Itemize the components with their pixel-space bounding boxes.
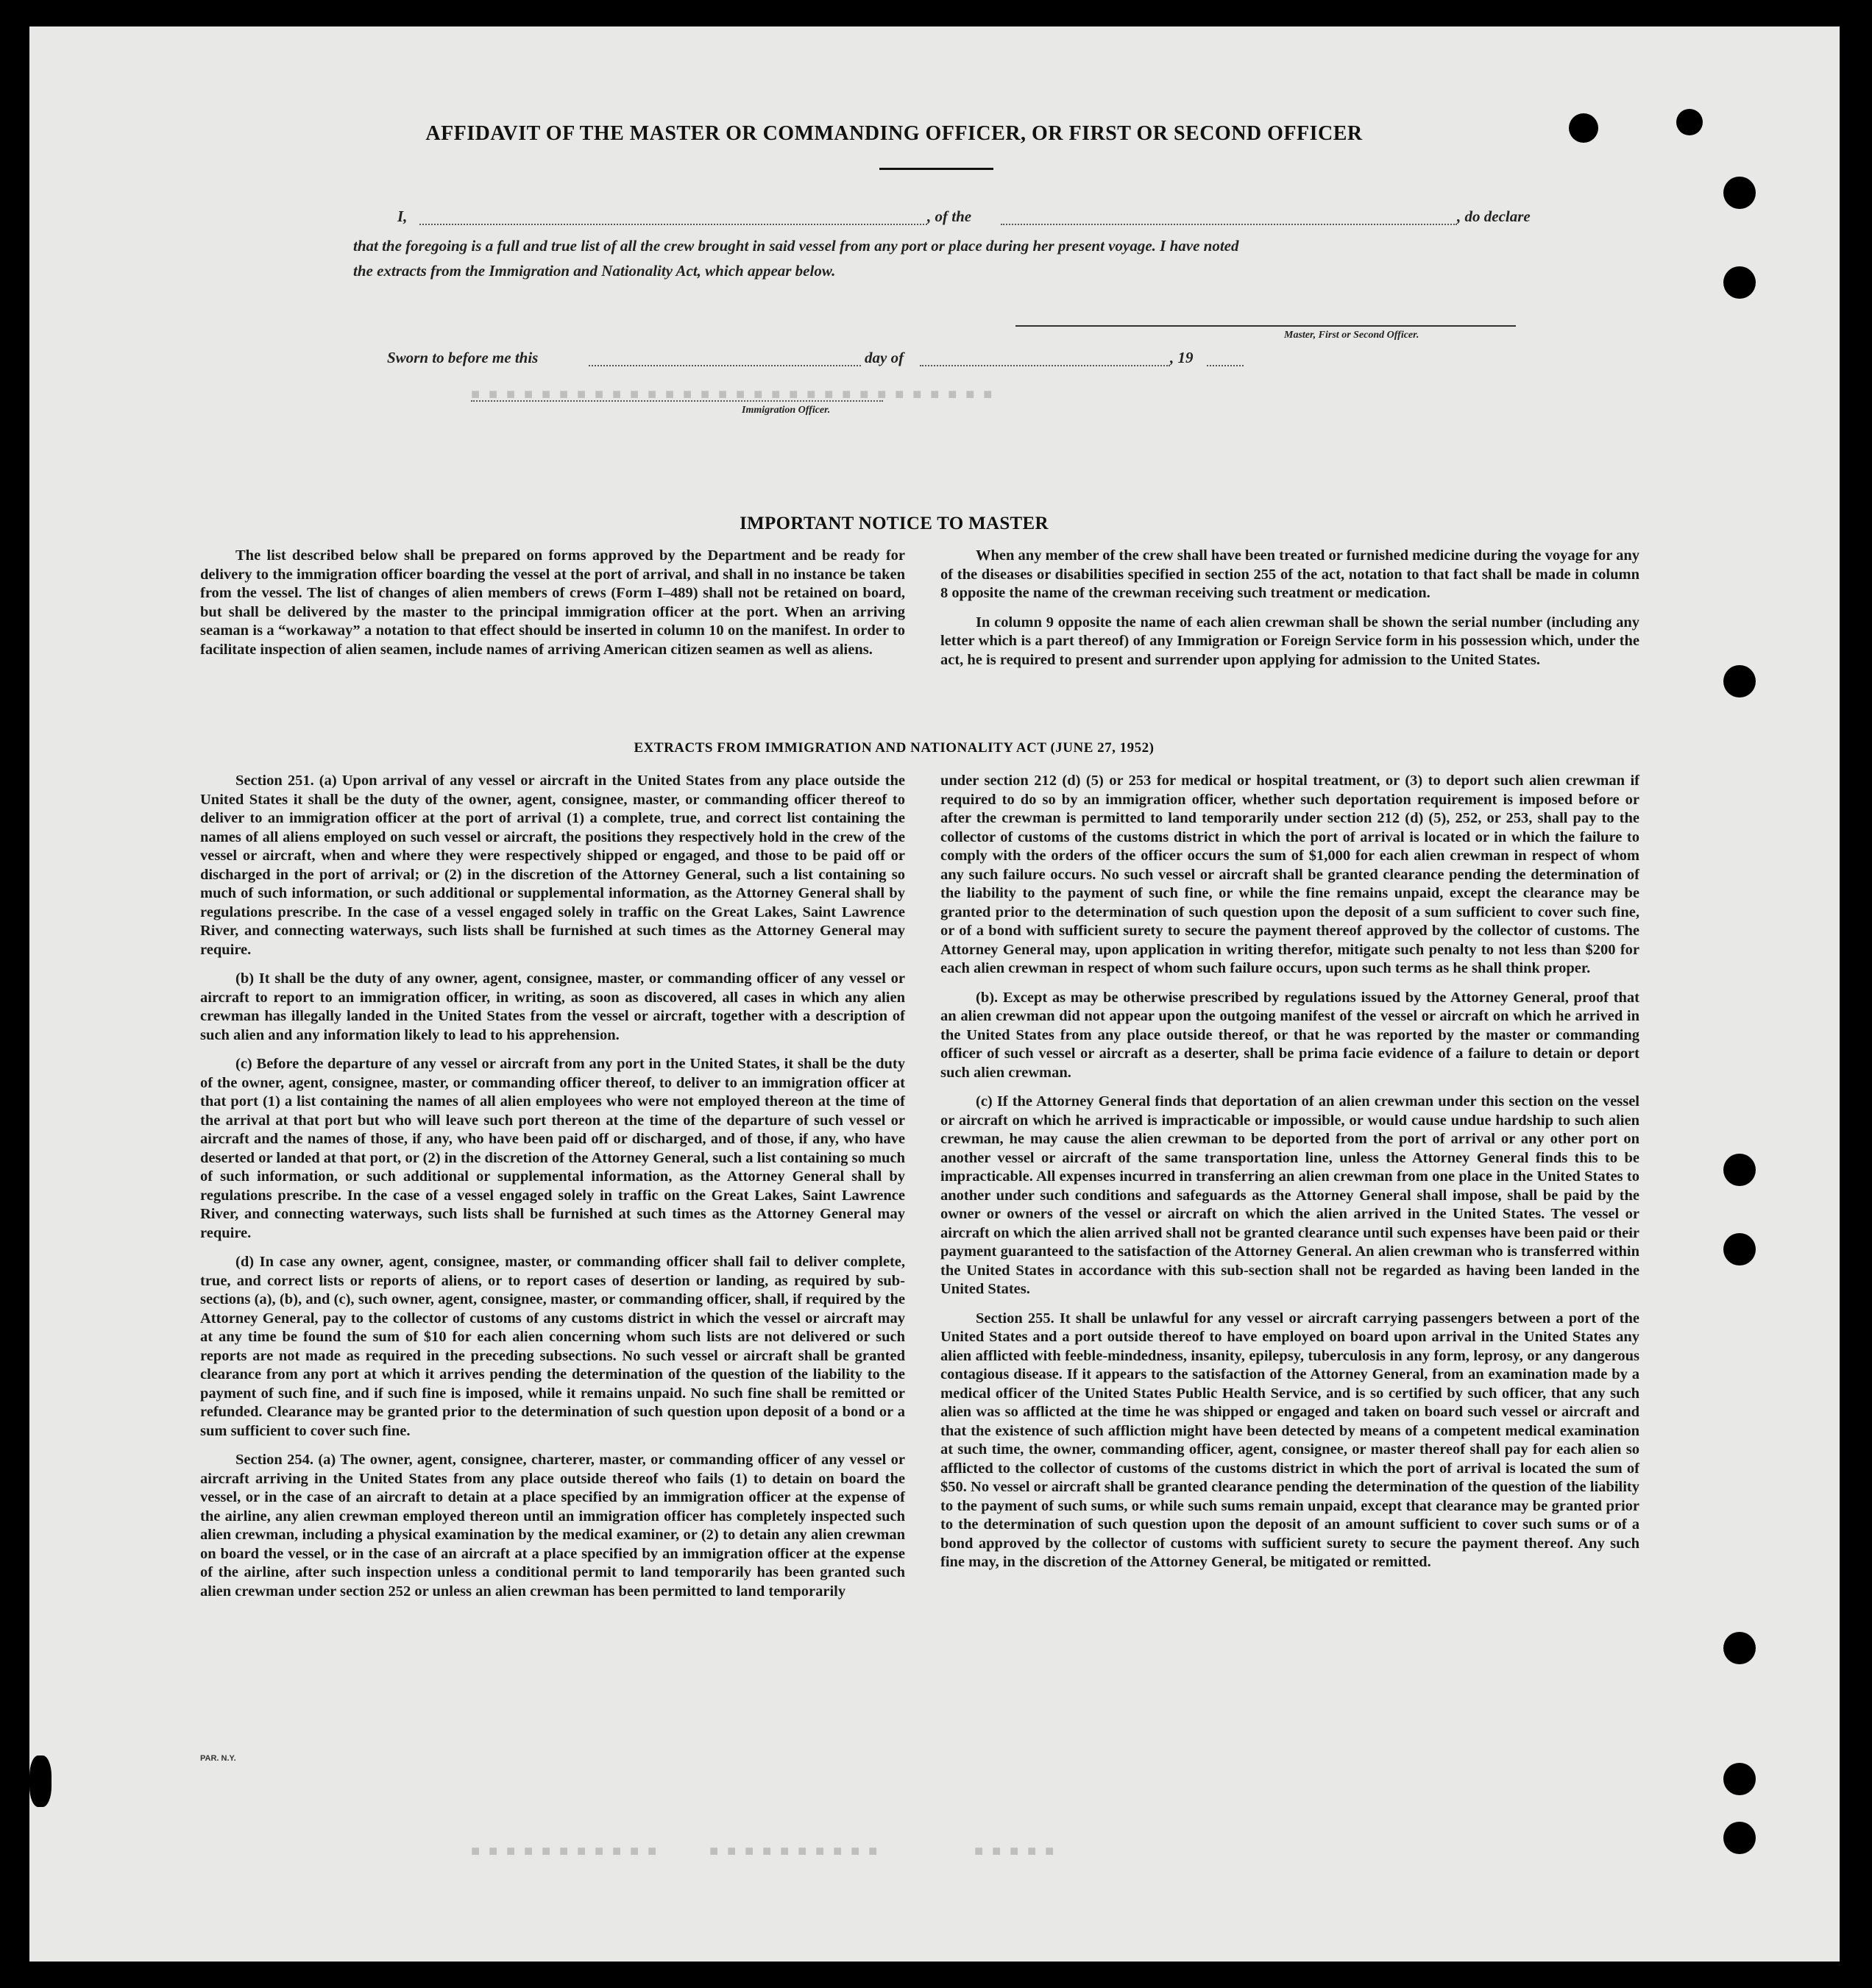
notice-right-column bbox=[940, 547, 1639, 670]
bleed-through-text: ■ ■ ■ ■ ■ ■ ■ ■ ■ ■ ■ ■ ■ ■ ■ ■ ■ ■ ■ ■ ■ ■ ■ ■ ■ ■ ■ ■ ■ ■ bbox=[471, 387, 993, 404]
affidavit-declare: , do declare bbox=[1457, 207, 1531, 225]
section-251-b: (b) It shall be the duty of any owner, agent, consignee, master, or commanding officer of any vessel or aircraft to report to an immigration officer, in writing, as soon as discovered, all cases in which any alien crewman has illegally landed in the United States from the vessel or aircraft, together with a description of such alien and any information likely to lead to his apprehension. bbox=[200, 970, 905, 1043]
section-251-d: (d) In case any owner, agent, consignee, master, or commanding officer shall fail to deliver complete, true, and correct lists or reports of aliens, or to report cases of desertion or landing, as required by sub-sections (a), (b), and (c), such owner, agent, consignee, master, or commanding officer, shall, if required by the Attorney General, pay to the collector of customs of any customs district in which the vessel or aircraft may at any time be found the sum of $10 for each alien concerning whom such lists are not delivered or such reports are not made as required in the preceding subsections. No such vessel or aircraft shall be granted clearance from any port at which it arrives pending the determination of the question of the liability to the payment of such fine, and if such fine is imposed, while it remains unpaid. No such fine shall be remitted or refunded. Clearance may be granted prior to the determination of such question upon deposit of a bond or a sum sufficient to cover such fine. bbox=[200, 1254, 905, 1439]
punch-hole bbox=[1723, 1822, 1756, 1854]
affidavit-title: AFFIDAVIT OF THE MASTER OR COMMANDING OFFICER, OR FIRST OR SECOND OFFICER bbox=[425, 122, 1363, 145]
punch-hole bbox=[1723, 1233, 1756, 1265]
punch-hole bbox=[1723, 266, 1756, 299]
ink-blot bbox=[1676, 109, 1703, 135]
sworn-year-field[interactable] bbox=[1207, 365, 1244, 366]
printer-mark: PAR. N.Y. bbox=[200, 1754, 236, 1763]
notice-left-paragraph: The list described below shall be prepared on forms approved by the Department and be ready for delivery to the immigration officer boarding the vessel at the port of arrival, and shall in no instance be taken from the vessel. The list of changes of alien members of crews (Form I–489) shall not be retained on board, but shall be delivered by the master to the principal immigration officer at the port. When an arriving seaman is a “workaway” a notation to that effect should be inserted in column 10 on the manifest. In order to facilitate inspection of alien seamen, include names of arriving American citizen seamen as well as aliens. bbox=[200, 547, 905, 658]
notice-right-paragraph-2: In column 9 opposite the name of each alien crewman shall be shown the serial number (including any letter which is a part thereof) of any Immigration or Foreign Service form in his possession which, under the act, he is required to present and surrender upon applying for admission to the United States. bbox=[940, 614, 1639, 668]
punch-hole bbox=[1723, 1763, 1756, 1795]
notice-title: IMPORTANT NOTICE TO MASTER bbox=[740, 514, 1049, 533]
affidavit-line2: that the foregoing is a full and true list of all the crew brought in said vessel from any port or place during her present voyage. I have noted bbox=[353, 237, 1239, 255]
section-254-b: (b). Except as may be otherwise prescribed by regulations issued by the Attorney General, proof that an alien crewman did not appear upon the outgoing manifest of the vessel or aircraft on which he arrived in the United States from any place outside thereof, or that he was reported by the master or commanding officer of such vessel or aircraft as a deserter, shall be prima facie evidence of a failure to detain or deport such alien crewman. bbox=[940, 989, 1639, 1081]
immigration-officer-signature-line[interactable] bbox=[471, 400, 883, 402]
section-254-a-cont: under section 212 (d) (5) or 253 for medical or hospital treatment, or (3) to deport such alien crewman if required to do so by an immigration officer, whether such deportation requirement is imposed before or after the crewman is permitted to land temporarily under section 212 (d) (5), 252, or 253, shall pay to the collector of customs of the customs district in which the port of arrival is located or in which the failure to comply with the orders of the officer occurs the sum of $1,000 for each alien crewman in respect of whom any such failure occurs. No such vessel or aircraft shall be granted clearance pending the determination of the liability to the payment of such fine, or while the fine remains unpaid, except the clearance may be granted prior to the determination of such question upon the deposit of a sum sufficient to cover such fine, or of a bond with sufficient surety to secure the payment thereof approved by the collector of customs. The Attorney General may, upon application in writing therefor, mitigate such penalty to not less than $200 for each alien crewman in respect of whom such failure occurs, upon such terms as he shall think proper. bbox=[940, 773, 1639, 976]
master-signature-line[interactable] bbox=[1015, 325, 1516, 327]
punch-hole bbox=[1723, 1632, 1756, 1664]
punch-hole bbox=[1723, 177, 1756, 209]
sworn-prefix: Sworn to before me this bbox=[387, 349, 539, 366]
sworn-date-field[interactable] bbox=[589, 365, 861, 366]
affidavit-of-the: , of the bbox=[927, 207, 972, 225]
extracts-right-column bbox=[940, 772, 1639, 1572]
notice-left-column bbox=[200, 547, 905, 659]
sworn-day-of: day of bbox=[865, 349, 904, 366]
vessel-field[interactable] bbox=[1001, 224, 1457, 225]
extracts-title: EXTRACTS FROM IMMIGRATION AND NATIONALITY ACT (JUNE 27, 1952) bbox=[634, 740, 1155, 756]
immigration-officer-label: Immigration Officer. bbox=[742, 405, 831, 416]
notice-right-paragraph-1: When any member of the crew shall have been treated or furnished medicine during the voyage for any of the diseases or disabilities specified in section 255 of the act, notation to that fact shall be made in column 8 opposite the name of the crewman receiving such treatment or medication. bbox=[940, 547, 1639, 601]
affidavit-line3: the extracts from the Immigration and Nationality Act, which appear below. bbox=[353, 262, 836, 280]
punch-hole bbox=[1723, 665, 1756, 697]
punch-hole bbox=[1723, 1154, 1756, 1186]
ink-blot bbox=[1569, 113, 1598, 143]
sworn-month-field[interactable] bbox=[920, 365, 1170, 366]
section-255: Section 255. It shall be unlawful for any vessel or aircraft carrying passengers between a port of the United States and a port outside thereof to have employed on board upon arrival in the United States any alien afflicted with feeble-mindedness, insanity, epilepsy, tuberculosis in any form, leprosy, or any dangerous contagious disease. If it appears to the satisfaction of the Attorney General, from an examination made by a medical officer of the United States Public Health Service, and is so certified by such officer, that any such alien was so afflicted at the time he was shipped or engaged and taken on board such vessel or aircraft and that the existence of such affliction might have been detected by means of a competent medical examination at such time, the owner, commanding officer, agent, consignee, or master thereof shall pay for each alien so afflicted to the collector of customs of the customs district in which the port of arrival is located the sum of $50. No vessel or aircraft shall be granted clearance pending the determination of the question of the liability to the payment of such sums, or while such sums remain unpaid, except that clearance may be granted prior to the determination of such question upon the deposit of an amount sufficient to cover such sums or of a bond approved by the collector of customs with sufficient surety to secure the payment thereof. Any such fine may, in the discretion of the Attorney General, be mitigated or remitted. bbox=[940, 1310, 1639, 1570]
bleed-through-text: ■ ■ ■ ■ ■ ■ ■ ■ ■ ■ ■ ■ ■ ■ ■ ■ ■ ■ ■ ■ ■ ■ ■ ■ ■ ■ bbox=[471, 1844, 1054, 1861]
section-251-c: (c) Before the departure of any vessel or aircraft from any port in the United States, it shall be the duty of the owner, agent, consignee, master, or commanding officer thereof, to deliver to an immigration officer at that port (1) a list containing the names of all alien employees who were not employed thereon at the time of the arrival at that port but who will leave such port thereon at the time of the departure of such vessel or aircraft and the names of those, if any, who have been paid off or discharged, and of those, if any, who have deserted or landed at that port, or (2) in the discretion of the Attorney General, such a list containing so much of such information, or such additional or supplemental information, as the Attorney General shall by regulations prescribe. In the case of a vessel engaged solely in traffic on the Great Lakes, Saint Lawrence River, and connecting waterways, such lists shall be furnished at such times as the Attorney General may require. bbox=[200, 1056, 905, 1241]
document-page bbox=[29, 26, 1840, 1962]
extracts-left-column bbox=[200, 772, 905, 1601]
sworn-year: , 19 bbox=[1170, 349, 1194, 366]
section-254-c: (c) If the Attorney General finds that deportation of an alien crewman under this section on the vessel or aircraft on which he arrived is impracticable or impossible, or would cause undue hardship to such alien crewman, he may cause the alien crewman to be deported from the port of arrival or any other port on another vessel or aircraft of the same transportation line, unless the Attorney General finds this to be impracticable. All expenses incurred in transferring an alien crewman from one place in the United States to another under such conditions and safeguards as the Attorney General shall impose, shall be paid by the owner or owners of the vessel or aircraft on which the alien arrived in the United States. The vessel or aircraft on which the alien arrived shall not be granted clearance until such expenses have been paid or their payment guaranteed to the satisfaction of the Attorney General. An alien crewman who is transferred within the United States in accordance with this sub-section shall not be regarded as having been landed in the United States. bbox=[940, 1093, 1639, 1297]
ink-blot bbox=[29, 1756, 52, 1807]
title-rule bbox=[879, 168, 993, 170]
name-field[interactable] bbox=[419, 224, 927, 225]
section-251-a: Section 251. (a) Upon arrival of any vessel or aircraft in the United States from any place outside the United States it shall be the duty of the owner, agent, consignee, master, or commanding officer thereof to deliver to an immigration officer at the port of arrival (1) a complete, true, and correct list containing the names of all aliens employed on such vessel or aircraft, the positions they respectively hold in the crew of the vessel or aircraft, when and where they were respectively shipped or engaged, and those to be paid off or discharged in the port of arrival; or (2) in the discretion of the Attorney General, such a list containing so much of such information, or such additional or supplemental information, as the Attorney General shall by regulations prescribe. In the case of a vessel engaged solely in traffic on the Great Lakes, Saint Lawrence River, and connecting waterways, such lists shall be furnished at such times as the Attorney General may require. bbox=[200, 773, 905, 958]
affidavit-line1-prefix: I, bbox=[397, 207, 408, 225]
master-signature-label: Master, First or Second Officer. bbox=[1284, 330, 1419, 341]
section-254-a: Section 254. (a) The owner, agent, consignee, charterer, master, or commanding officer of any vessel or aircraft arriving in the United States from any place outside thereof who fails (1) to detain on board the vessel, or in the case of an aircraft to detain at a place specified by an immigration officer at the expense of the airline, any alien crewman employed thereon until an immigration officer has completely inspected such alien crewman, including a physical examination by the medical examiner, or (2) to detain any alien crewman on board the vessel, or in the case of an aircraft at a place specified by an immigration officer at the expense of the airline, after such inspection unless a conditional permit to land temporarily has been granted such alien crewman under section 252 or unless an alien crewman has been permitted to land temporarily bbox=[200, 1452, 905, 1600]
